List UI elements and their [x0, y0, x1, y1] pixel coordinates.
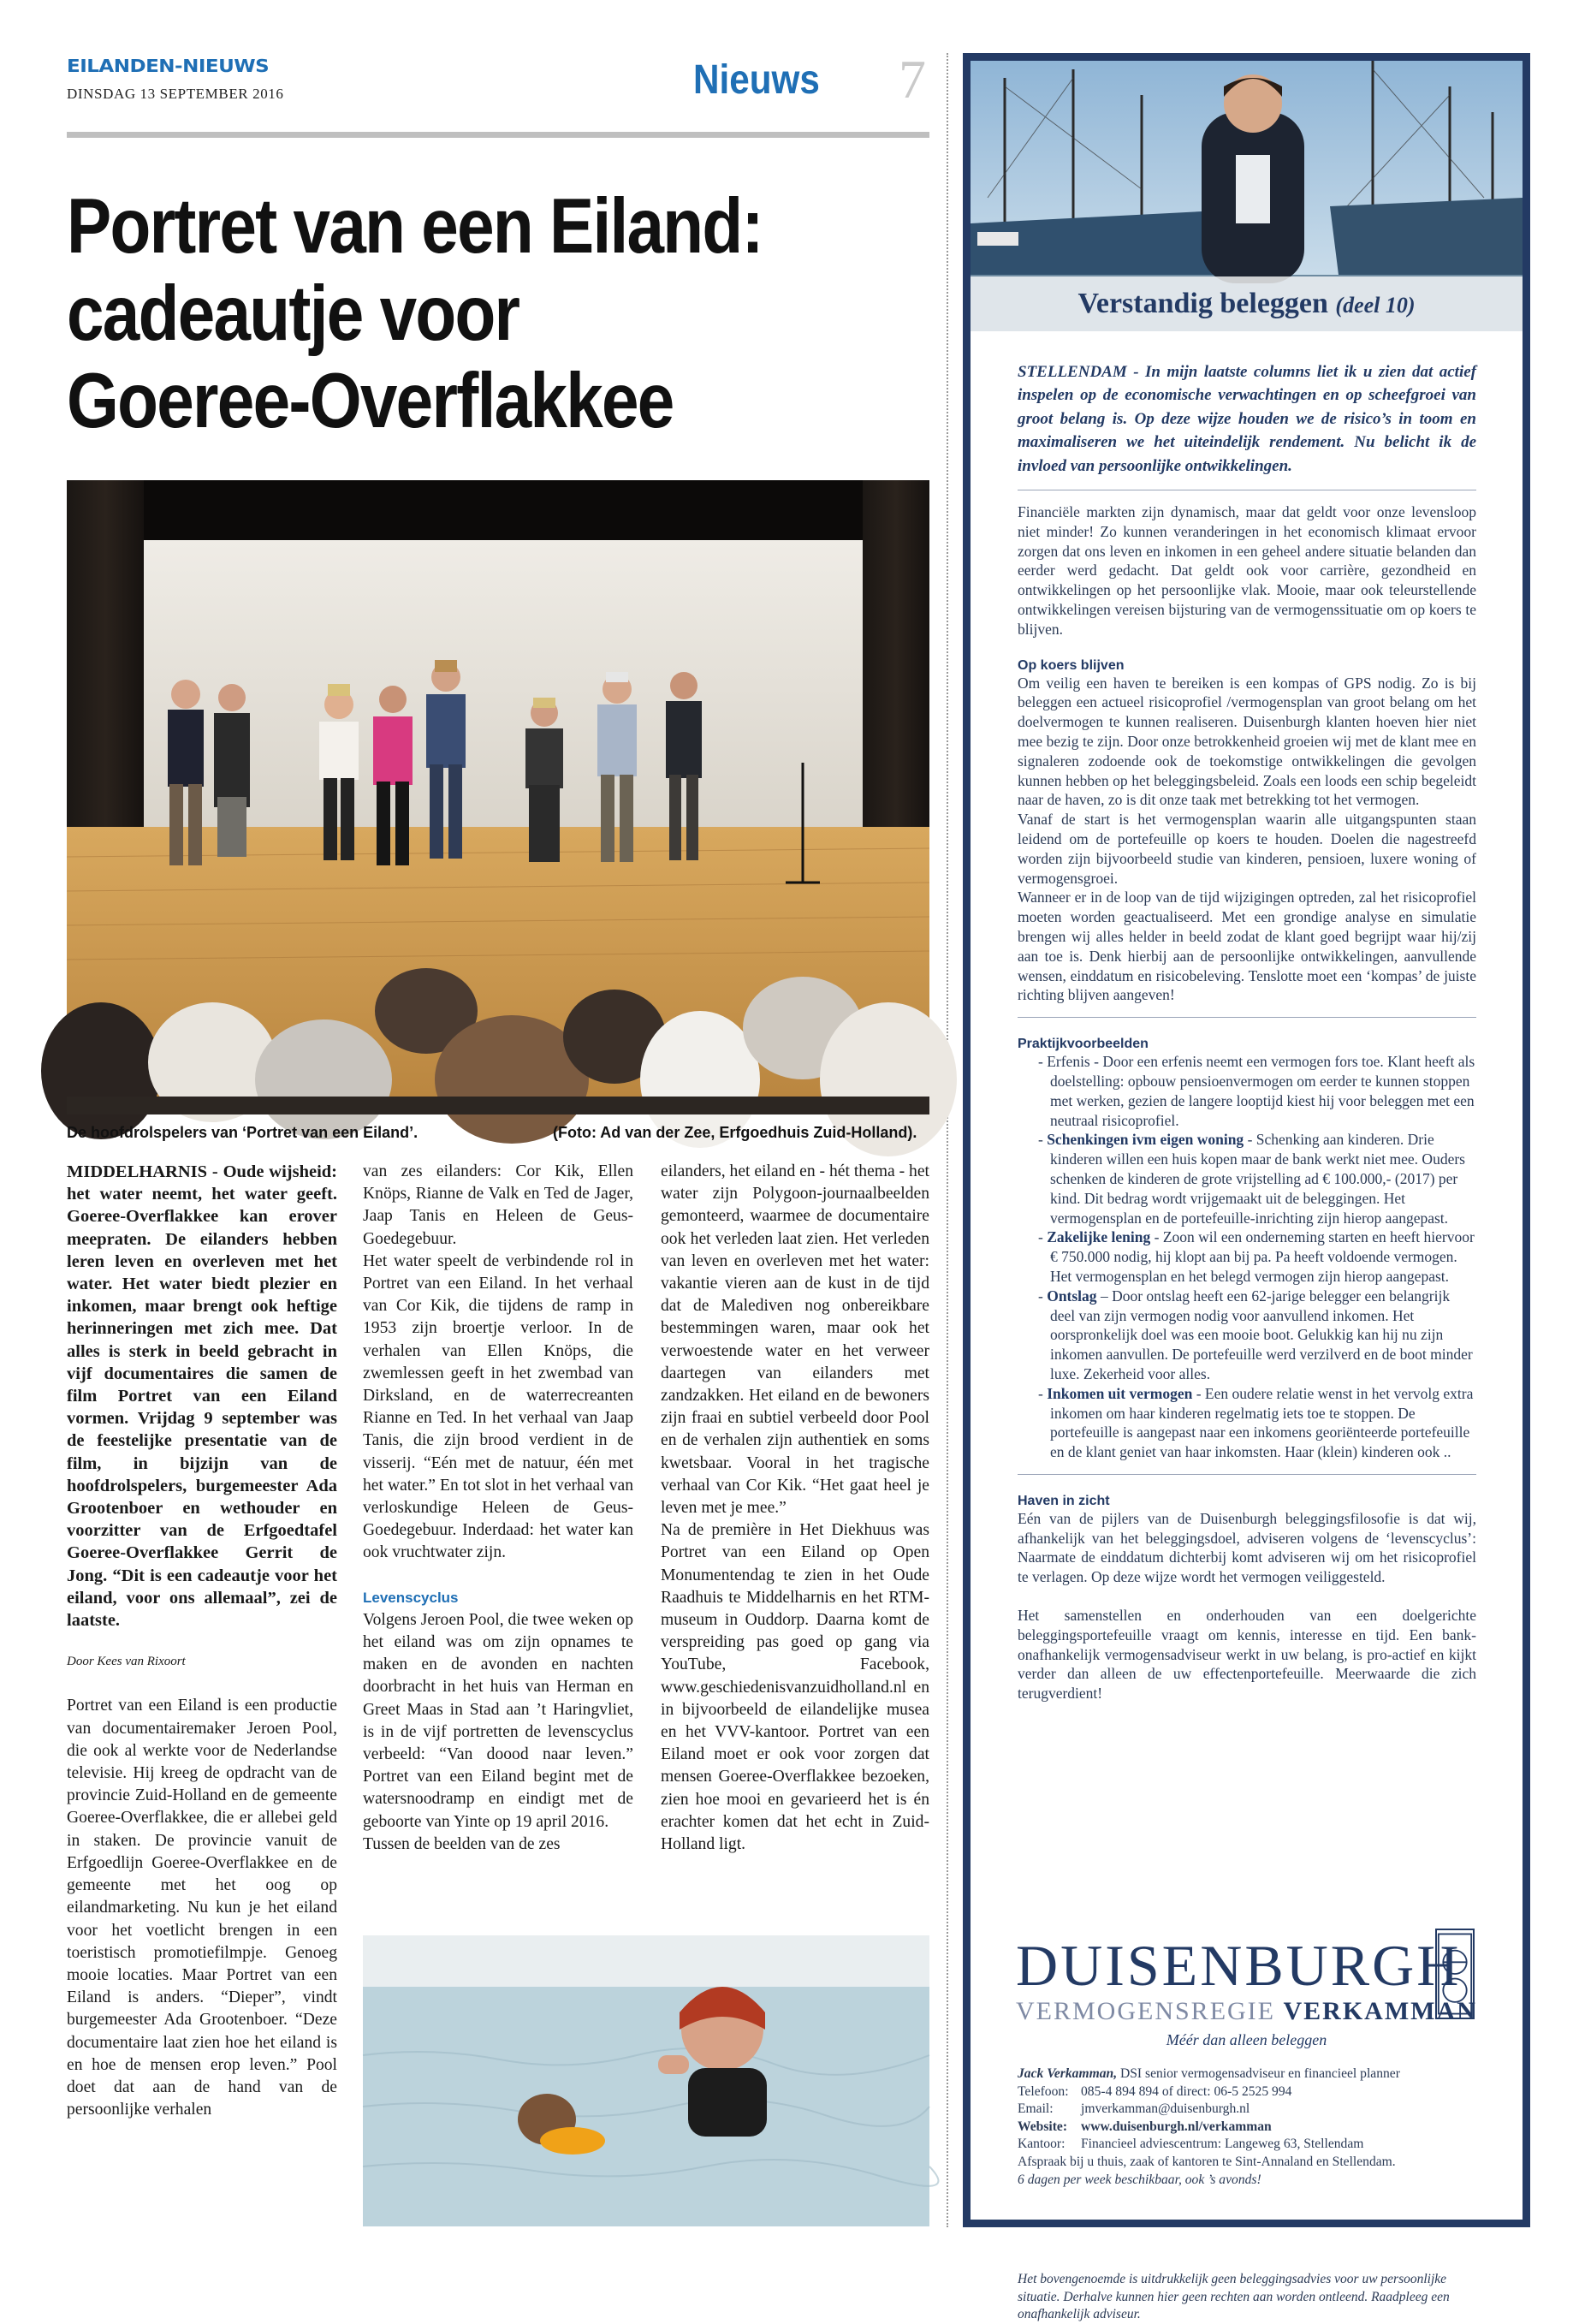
contact-website [1018, 2119, 1497, 2137]
contact-label: Website: [1018, 2119, 1068, 2134]
disclaimer: Het bovengenoemde is uitdrukkelijk geen beleggingsadvies voor uw persoonlijke situatie. Derhalve kunnen hier geen rechten aan worden ontleend. Raadpleeg een onafhankelijk adviseur. [1018, 2272, 1450, 2322]
divider [1018, 1474, 1476, 1475]
contact-phone [1018, 2083, 1497, 2101]
list-item: - Schenkingen ivm eigen woning - Schenking aan kinderen. Drie kinderen willen een huis kopen maar de bank werkt niet mee. Ouders schenken de kinderen de grote vrijstelling ad € 100.000,- (2017) per kind. Dit bedrag wordt vrijgemaakt uit de beleggingen. Het vermogensplan en de portefeuille-inrichting zijn hierop aangepast. [1038, 1131, 1465, 1227]
contact-label: Telefoon: [1018, 2083, 1069, 2099]
advertorial-subhead: Haven in zicht [1018, 1493, 1110, 1508]
contact-role: DSI senior vermogensadviseur en financieel planner [1117, 2066, 1400, 2081]
contact-label: Kantoor: [1018, 2137, 1066, 2152]
contact-availability: 6 dagen per week beschikbaar, ook ’s avonds! [1018, 2172, 1261, 2187]
contact-person [1018, 2065, 1497, 2083]
headline-line: Goeree-Overflakkee [67, 358, 674, 444]
publication-date: DINSDAG 13 SEPTEMBER 2016 [67, 86, 284, 102]
article-paragraph: Tussen de beelden van de zes [363, 1834, 561, 1853]
logo-sub-text: VERMOGENSREGIE [1016, 1997, 1284, 2025]
article-paragraph: Volgens Jeroen Pool, die twee weken op het eiland was om zijn opnames te maken en de avonden en nachten doorbracht in het huis van Herman en Greet Maas in Stad aan ’t Haringvliet, is in de vijf portretten de levenscyclus verbeeld: “Van doood naar leven.” Portret van een Eiland begint met de watersnoodramp en eindigt met de geboorte van Yinte op 19 april 2016. [363, 1610, 633, 1831]
page-number: 7 [899, 49, 926, 110]
article-lead: MIDDELHARNIS - Oude wijsheid: het water neemt, het water geeft. Goeree-Overflakkee kan erover meepraten. De eilanders hebben leren leven en overleven met het water. Het water biedt plezier en inkomen, maar brengt ook heftige herinneringen met zich mee. Dat alles is sterk in beeld gebracht in vijf documentaires die samen de film Portret van een Eiland vormen. Vrijdag 9 september was de feestelijke presentatie van de film, in bijzijn van de hoofdrolspelers, burgemeester Ada Grootenboer en wethouder en voorzitter van de Erfgoedtafel Goeree-Overflakkee Gerrit de Jong. “Dit is een cadeautje voor het eiland, voor ons allemaal”, zei de laatste. [67, 1162, 337, 1631]
advertorial-title [1077, 288, 1415, 319]
examples-list [1018, 1052, 1476, 1462]
article-byline: Door Kees van Rixoort [67, 1655, 186, 1669]
article-column-1 [67, 1161, 337, 2121]
crest-icon [1435, 1929, 1475, 2019]
example-label: Ontslag [1047, 1287, 1097, 1305]
contact-appointment: Afspraak bij u thuis, zaak of kantoren te Sint-Annaland en Stellendam. [1018, 2154, 1396, 2169]
list-item: - Inkomen uit vermogen - Een oudere relatie wenst in het vervolg extra inkomen om haar kinderen regelmatig iets toe te stoppen. De portefeuille is aangepast naar een inkomens georiënteerde portefeuille en de klant geniet van haar inkomsten. Haar (klein) kinderen ook .. [1038, 1384, 1474, 1461]
headline-line: Portret van een Eiland: [67, 183, 763, 270]
email-link[interactable]: jmverkamman@duisenburgh.nl [1081, 2101, 1250, 2117]
masthead [67, 49, 929, 142]
stage-scene-illustration [67, 480, 929, 1114]
example-text: – Door ontslag heeft een 62-jarige belegger een belangrijk deel van zijn vermogen nodig voor aanvullend inkomen. Het oorspronkelijk doel was een mooie boot. Gelukkig kan hij nu zijn inkomen aanvullen. De portefeuille werd verzilverd en de boot minder luxe. Zekerheid voor alles. [1050, 1287, 1473, 1382]
photo-credit: (Foto: Ad van der Zee, Erfgoedhuis Zuid-Holland). [553, 1124, 917, 1141]
example-text: - Erfenis - Door een erfenis neemt een vermogen fors toe. Klant heeft als doelstelling: opbouw pensioenvermogen om eerder te kunnen stoppen met werken, gezien de langere looptijd kiest hij voor beleggen met een neutraal risicoprofiel. [1038, 1053, 1475, 1129]
advertorial-box [963, 53, 1530, 2322]
article-paragraph: Het water speelt de verbindende rol in Portret van een Eiland. In het verhaal van Cor Kik, die tijdens de ramp in 1953 zijn broertje verloor. In de verhalen van Ellen Knöps, die zwemlessen geeft in het zwembad van Dirksland, en de waterrecreanten Rianne en Ted. In het verhaal van Jaap Tanis, die zijn brood verdient in de visserij. “Eén met de natuur, één met het water.” En tot slot in het verhaal van verloskundige Heleen de Geus-Goedegebuur. Inderdaad: het water kan ook vruchtwater zijn. [363, 1251, 633, 1562]
logo-sub-name: VERKAMMAN [1283, 1997, 1477, 2025]
example-label: Inkomen uit vermogen [1047, 1384, 1193, 1402]
example-label: Zakelijke lening [1047, 1228, 1151, 1246]
brand-logo: EILANDEN-NIEUWS [67, 56, 270, 77]
article-column-3 [661, 1161, 929, 1856]
pool-photo [363, 1935, 929, 2226]
advertorial-subhead: Op koers blijven [1018, 657, 1125, 673]
list-item: - Zakelijke lening - Zoon wil een onderneming starten en heeft hiervoor € 750.000 nodig, hij klopt aan bij pa. Pa heeft voldoende vermogen. Het vermogensplan en het belegd vermogen zijn hierop aangepast. [1038, 1228, 1475, 1285]
headline-line: cadeautje voor [67, 270, 519, 357]
example-text: - Zoon wil een onderneming starten en heeft hiervoor € 750.000 nodig, hij klopt aan bij pa. Pa heeft voldoende vermogen. Het vermogensplan en het belegd vermogen zijn hierop aangepast. [1050, 1228, 1475, 1285]
duisenburgh-logo [992, 1932, 1505, 2035]
article-paragraph: van zes eilanders: Cor Kik, Ellen Knöps, Rianne de Valk en Ted de Jager, Jaap Tanis en Heleen de Geus-Goedegebuur. [363, 1162, 633, 1248]
advertorial-paragraph: Om veilig een haven te bereiken is een kompas of GPS nodig. Zo is bij beleggen een actueel risicoprofiel /vermogensplan van groot belang om het doelvermogen te kunnen realiseren. Duisenburgh klanten hoeven hier niet mee bezig te zijn. Door onze betrokkenheid groeien wij met de klant mee en signaleren zodoende ook de toekomstige ontwikkelingen die gevolgen kunnen hebben op het beleggingsbeleid. Zoals een loods een schip begeleidt naar de haven, zo is dit onze taak met betrekking tot het vermogen. [1018, 674, 1476, 809]
article-paragraph: Na de première in Het Diekhuus was Portret van een Eiland op Open Monumentendag te zien in het Oude Raadhuis te Middelharnis en het RTM-museum in Ouddorp. Daarna komt de verspreiding pas goed op gang via YouTube, Facebook, www.geschiedenisvanzuidholland.nl en in bijvoorbeeld de eilandelijke musea en het VVV-kantoor. Portret van een Eiland moet er ook voor zorgen dat mensen Goeree-Overflakkee bezoeken, zien hoe mooi en gevarieerd het is én erachter komen dat het echt in Zuid-Holland ligt. [661, 1521, 929, 1854]
article-paragraph: eilanders, het eiland en - hét thema - het water zijn Polygoon-journaalbeelden gemonteerd, waarmee de documentaire ook het verleden laat zien. Het verleden van leven en overleven met het water: vakantie vieren aan de kust in de tijd dat de Malediven nog onbereikbare bestemmingen waren, maar ook het verwoestende water en het verweer daartegen van eilanders met zandzakken. Het eiland en de bewoners zijn fraai en subtiel verbeeld door Pool en de verhalen zijn authentiek en soms kwetsbaar. Vooral in het tragische verhaal van Cor Kik. “Het gaat heel je leven met je mee.” [661, 1162, 929, 1518]
advertorial-paragraph: Vanaf de start is het vermogensplan waarin alle uitgangspunten staan leidend om de portefeuille op koers te houden. Doelen die nagestreefd worden zijn bijvoorbeeld studie van kinderen, pensioen, luxere woning of vermogensgroei. [1018, 811, 1476, 887]
example-label: Schenkingen ivm eigen woning [1047, 1131, 1244, 1149]
title-suffix: (deel 10) [1335, 293, 1416, 318]
phone-number[interactable]: 085-4 894 894 of direct: 06-5 2525 994 [1081, 2083, 1292, 2099]
advertorial-subhead: Praktijkvoorbeelden [1018, 1037, 1149, 1052]
contact-name: Jack Verkamman, [1018, 2066, 1118, 2081]
article-column-2 [363, 1161, 633, 1856]
swimming-pool-illustration [363, 1935, 929, 2226]
article-paragraph: Portret van een Eiland is een productie van documentairemaker Jeroen Pool, die ook al werkte voor de Nederlandse televisie. Hij kreeg de opdracht van de provincie Zuid-Holland en de gemeente Goeree-Overflakkee, die er allebei geld in staken. De provincie vanuit de Erfgoedlijn Goeree-Overflakkee en de gemeente met het oog op eilandmarketing. Nu kun je het eiland voor het voetlicht brengen in een toeristisch promotiefilmpje. Genoeg mooie locaties. Maar Portret van een Eiland is anders. “Dieper”, vindt burgemeester Ada Grootenboer. “Deze documentaire laat zien hoe het eiland is en hoe de mensen erop leven.” Pool doet dat aan de hand van de persoonlijke verhalen [67, 1697, 337, 2119]
advertorial-paragraph: Financiële markten zijn dynamisch, maar dat geldt voor onze levensloop niet minder! Zo kunnen veranderingen in het economisch klimaat ervoor zorgen dat ons leven en inkomen in een geheel andere situatie belanden dan eerder werd gedacht. Dat geldt ook voor carrière, gezondheid en ontwikkelingen op het persoonlijke vlak. Mooie, maar ook teleurstellende ontwikkelingen vereisen bijsturing van de vermogenssituatie om op koers te blijven. [1018, 503, 1476, 638]
article-subhead: Levenscyclus [363, 1589, 459, 1606]
example-text: - Schenking aan kinderen. Drie kinderen willen een huis kopen maar de bank werkt niet mee. Ouders schenken de kinderen de grote vrijstelling ad € 100.000,- (2017) per kind. Dit bedrag wordt vrijgemaakt uit de beleggingen. Het vermogensplan en de portefeuille-inrichting zijn hierop aangepast. [1050, 1131, 1465, 1227]
advertorial-body [1018, 360, 1476, 1703]
photo-caption: De hoofdrolspelers van ‘Portret van een Eiland’. [67, 1124, 418, 1141]
advertorial-title-band [971, 276, 1523, 331]
office-address: Financieel adviescentrum: Langeweg 63, Stellendam [1081, 2137, 1364, 2152]
column-divider [947, 53, 948, 2227]
advertorial-paragraph: Eén van de pijlers van de Duisenburgh beleggingsfilosofie is dat wij, afhankelijk van het beleggingsdoel, adviseren volgens de ‘levenscyclus’: Naarmate de einddatum dichterbij komt adviseren wij om het risicoprofiel te verlagen. Op deze wijze wordt het vermogen veiliggesteld. [1018, 1509, 1476, 1586]
website-link[interactable]: www.duisenburgh.nl/verkamman [1081, 2119, 1272, 2134]
advertorial-paragraph: Het samenstellen en onderhouden van een doelgerichte beleggingsportefeuille vraagt om kennis, interesse en tijd. Een bank-onafhankelijk vermogensadviseur werkt in uw belang, is pro-actief en kijkt verder dan alleen de uw effectenportefeuille. Meerwaarde die zich terugverdient! [1018, 1607, 1476, 1703]
advertorial-paragraph: Wanneer er in de loop van de tijd wijzigingen optreden, zal het risicoprofiel moeten worden geactualiseerd. Met een grondige analyse en simulatie brengen wij alles helder in beeld zodat de klant goed begrijpt waar hij/zij aan toe is. Denk hierbij aan de persoonlijke ontwikkelingen, aanvullende wensen, einddatum en risicobeleving. Tenslotte moet een ‘kompas’ de juiste richting blijven aangeven! [1018, 889, 1476, 1004]
slogan: Méér dan alleen beleggen [1166, 2031, 1327, 2048]
list-item [1028, 1052, 1476, 1130]
article-headline [67, 183, 803, 445]
logo-wordmark: DUISENBURGH [1016, 1933, 1462, 1998]
header-rule [67, 132, 929, 138]
section-title: Nieuws [693, 57, 820, 103]
contact-email [1018, 2101, 1497, 2119]
advertorial-lead: STELLENDAM - In mijn laatste columns liet ik u zien dat actief inspelen op de economische verwachtingen en op scheefgroei van groot belang is. Op deze wijze houden we de risico’s in toom en maximaliseren we het uiteindelijk rendement. Nu belicht ik de invloed van persoonlijke ontwikkelingen. [1018, 363, 1476, 475]
contact-office [1018, 2136, 1497, 2154]
divider [1018, 1017, 1476, 1018]
example-text: - Een oudere relatie wenst in het vervolg extra inkomen om haar kinderen regelmatig iets toe te stoppen. De portefeuille is aangepast naar een inkomens georiënteerde portefeuille en de klant geniet van haar inkomsten. Haar (klein) kinderen ook .. [1050, 1384, 1474, 1461]
contact-block [1018, 2065, 1497, 2189]
main-photo [67, 480, 929, 1114]
logo-subline [1016, 1997, 1477, 2026]
title-text: Verstandig beleggen [1077, 288, 1328, 319]
list-item: - Ontslag – Door ontslag heeft een 62-jarige belegger een belangrijk deel van zijn vermogen nodig voor aanvullend inkomen. Het oorspronkelijk doel was een mooie boot. Gelukkig kan hij nu zijn inkomen aanvullen. De portefeuille werd verzilverd en de boot minder luxe. Zekerheid voor alles. [1038, 1287, 1473, 1382]
contact-label: Email: [1018, 2101, 1054, 2117]
